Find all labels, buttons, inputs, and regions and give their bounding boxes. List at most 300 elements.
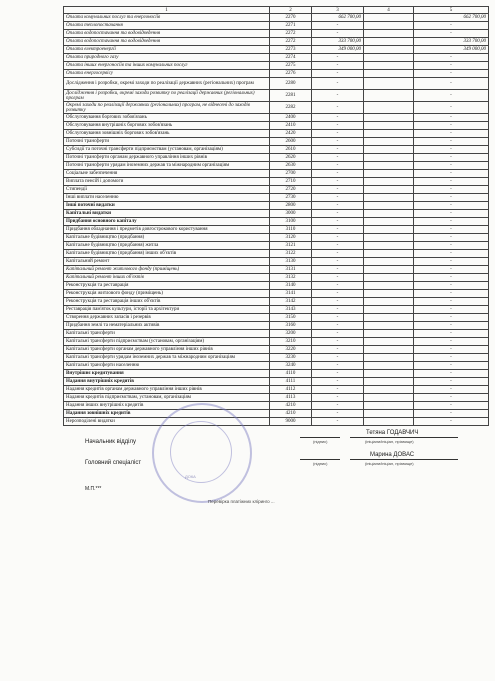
row-value-plan: - — [312, 322, 364, 330]
row-value-total: - — [414, 234, 489, 242]
row-value-col4 — [364, 274, 414, 282]
table-row — [64, 242, 489, 250]
row-value-total: - — [414, 354, 489, 362]
row-name: Оплата водопостачання та водовідведення — [64, 30, 270, 38]
row-value-total: - — [414, 218, 489, 226]
row-name: Придбання землі та нематеріальних активів — [64, 322, 270, 330]
row-code: 3230 — [270, 354, 312, 362]
row-value-total: 349 000,00 — [414, 46, 489, 54]
table-row — [64, 70, 489, 78]
row-code: 2273 — [270, 46, 312, 54]
row-value-total: - — [414, 210, 489, 218]
row-value-total: - — [414, 162, 489, 170]
row-name: Надання внутрішніх кредитів — [64, 378, 270, 386]
table-row — [64, 354, 489, 362]
row-value-plan: - — [312, 138, 364, 146]
row-value-total: - — [414, 266, 489, 274]
row-value-col4 — [364, 258, 414, 266]
row-name: Внутрішнє кредитування — [64, 370, 270, 378]
row-value-plan: - — [312, 314, 364, 322]
table-row — [64, 202, 489, 210]
row-value-plan: - — [312, 282, 364, 290]
row-value-total: - — [414, 258, 489, 266]
row-name: Оплата водопостачання та водовідведення — [64, 38, 270, 46]
row-value-total: - — [414, 362, 489, 370]
chief-name: Марина ДОВАС — [370, 452, 415, 458]
row-value-col4 — [364, 402, 414, 410]
row-value-plan: - — [312, 418, 364, 426]
head-name: Тетяна ГОДАВЧИЧ — [366, 430, 419, 436]
row-value-plan: - — [312, 298, 364, 306]
row-name: Субсидії та поточні трансферти підприємствам (установам, організаціям) — [64, 146, 270, 154]
row-code: 2271 — [270, 22, 312, 30]
row-value-plan: - — [312, 122, 364, 130]
row-name: Оплата комунальних послуг та енергоносіїв — [64, 14, 270, 22]
row-value-total: - — [414, 250, 489, 258]
budget-expenditure-table — [63, 6, 488, 426]
row-value-col4 — [364, 386, 414, 394]
row-value-plan: - — [312, 62, 364, 70]
table-row — [64, 402, 489, 410]
row-code: 2720 — [270, 186, 312, 194]
row-value-col4 — [364, 218, 414, 226]
row-value-total: - — [414, 54, 489, 62]
row-name: Надання кредитів органам державного управління інших рівнів — [64, 386, 270, 394]
row-value-plan: - — [312, 250, 364, 258]
official-seal-inner — [170, 421, 232, 483]
row-value-plan: - — [312, 234, 364, 242]
row-code: 4113 — [270, 394, 312, 402]
row-value-total: - — [414, 70, 489, 78]
footer-note: Перевірка платіжних кліринго ... — [208, 499, 275, 504]
row-value-plan: - — [312, 78, 364, 90]
row-value-col4 — [364, 378, 414, 386]
table-row — [64, 386, 489, 394]
row-code: 2420 — [270, 130, 312, 138]
row-value-total: - — [414, 346, 489, 354]
row-code: 3130 — [270, 258, 312, 266]
row-value-col4 — [364, 178, 414, 186]
row-value-total: - — [414, 146, 489, 154]
row-value-col4 — [364, 78, 414, 90]
row-value-plan: - — [312, 170, 364, 178]
table-row — [64, 218, 489, 226]
row-value-plan: - — [312, 354, 364, 362]
row-code: 3143 — [270, 306, 312, 314]
row-code: 3240 — [270, 362, 312, 370]
row-name: Інші виплати населенню — [64, 194, 270, 202]
row-value-plan: - — [312, 30, 364, 38]
table-row — [64, 338, 489, 346]
row-value-total: - — [414, 30, 489, 38]
row-name: Соціальне забезпечення — [64, 170, 270, 178]
head-sign-caption: (підпис) — [313, 439, 328, 444]
row-value-plan: - — [312, 338, 364, 346]
table-row — [64, 46, 489, 54]
row-code: 3110 — [270, 226, 312, 234]
row-value-plan: - — [312, 178, 364, 186]
row-name: Стипендії — [64, 186, 270, 194]
row-code: 3220 — [270, 346, 312, 354]
table-row — [64, 194, 489, 202]
row-value-plan: - — [312, 186, 364, 194]
row-name: Надання зовнішніх кредитів — [64, 410, 270, 418]
row-code: 3141 — [270, 290, 312, 298]
row-value-total: - — [414, 314, 489, 322]
table-row — [64, 154, 489, 162]
row-code: 2274 — [270, 54, 312, 62]
row-value-plan: - — [312, 102, 364, 114]
row-value-total: - — [414, 114, 489, 122]
header-col-3: 3 — [312, 7, 364, 14]
chief-sign-line — [300, 459, 340, 460]
row-value-col4 — [364, 226, 414, 234]
row-value-col4 — [364, 338, 414, 346]
row-value-col4 — [364, 38, 414, 46]
row-value-col4 — [364, 14, 414, 22]
row-value-total: - — [414, 418, 489, 426]
row-value-col4 — [364, 394, 414, 402]
seal-place-mark: М.П.*** — [85, 486, 102, 492]
row-code: 2272 — [270, 38, 312, 46]
row-name: Реставрація пам'яток культури, історії та архітектури — [64, 306, 270, 314]
row-value-total: - — [414, 78, 489, 90]
row-code: 4110 — [270, 370, 312, 378]
row-value-total: - — [414, 410, 489, 418]
row-value-total: - — [414, 138, 489, 146]
head-title: Начальник відділу — [85, 439, 136, 445]
row-value-plan: - — [312, 330, 364, 338]
header-col-2: 2 — [270, 7, 312, 14]
row-code: 2276 — [270, 70, 312, 78]
row-name: Поточні трансферти — [64, 138, 270, 146]
row-value-col4 — [364, 114, 414, 122]
row-value-plan: - — [312, 362, 364, 370]
row-name: Реконструкція та реставрація — [64, 282, 270, 290]
table-row — [64, 90, 489, 102]
table-row — [64, 114, 489, 122]
row-code: 3210 — [270, 338, 312, 346]
row-name: Реконструкція та реставрація інших об'єктів — [64, 298, 270, 306]
row-value-total: - — [414, 122, 489, 130]
row-value-total: - — [414, 290, 489, 298]
row-name: Капітальний ремонт — [64, 258, 270, 266]
row-value-total: - — [414, 154, 489, 162]
row-code: 2730 — [270, 194, 312, 202]
header-col-5: 5 — [414, 7, 489, 14]
row-name: Оплата природного газу — [64, 54, 270, 62]
row-value-plan: 662 700,00 — [312, 14, 364, 22]
row-value-plan: - — [312, 22, 364, 30]
table-row — [64, 362, 489, 370]
row-value-plan: - — [312, 90, 364, 102]
table-row — [64, 306, 489, 314]
table-row — [64, 170, 489, 178]
row-value-col4 — [364, 410, 414, 418]
row-value-total: - — [414, 330, 489, 338]
row-value-col4 — [364, 130, 414, 138]
row-value-plan: - — [312, 242, 364, 250]
table-row — [64, 62, 489, 70]
row-name: Поточні трансферти органам державного управління інших рівнів — [64, 154, 270, 162]
row-code: 3140 — [270, 282, 312, 290]
row-name: Поточні трансферти урядам іноземних держав та міжнародним організаціям — [64, 162, 270, 170]
table-row — [64, 234, 489, 242]
row-name: Реконструкція житлового фонду (приміщень) — [64, 290, 270, 298]
chief-name-caption: (ініціали/ініціал, прізвище) — [365, 461, 414, 466]
row-value-total: - — [414, 202, 489, 210]
row-value-total: - — [414, 226, 489, 234]
table-row — [64, 290, 489, 298]
row-code: 3122 — [270, 250, 312, 258]
table-row — [64, 298, 489, 306]
table-row — [64, 282, 489, 290]
row-value-plan: - — [312, 154, 364, 162]
row-value-total: - — [414, 282, 489, 290]
row-value-plan: - — [312, 202, 364, 210]
row-value-plan: - — [312, 218, 364, 226]
row-code: 2270 — [270, 14, 312, 22]
row-name: Виплата пенсій і допомоги — [64, 178, 270, 186]
row-value-col4 — [364, 70, 414, 78]
row-value-plan: - — [312, 378, 364, 386]
row-value-plan: - — [312, 370, 364, 378]
row-value-total: - — [414, 338, 489, 346]
row-value-col4 — [364, 170, 414, 178]
row-value-col4 — [364, 234, 414, 242]
row-code: 4210 — [270, 410, 312, 418]
row-value-col4 — [364, 242, 414, 250]
row-value-total: - — [414, 194, 489, 202]
row-value-total: - — [414, 274, 489, 282]
chief-sign-caption: (підпис) — [313, 461, 328, 466]
row-value-plan: - — [312, 258, 364, 266]
row-name: Окремі заходи по реалізації державних (регіональних) програм, не віднесені до заходів розвитку — [64, 102, 270, 114]
row-name: Капітальний ремонт інших об'єктів — [64, 274, 270, 282]
table-row — [64, 322, 489, 330]
table-row — [64, 30, 489, 38]
row-value-plan: - — [312, 226, 364, 234]
row-value-col4 — [364, 210, 414, 218]
row-code: 3160 — [270, 322, 312, 330]
row-name: Дослідження і розробки, окремі заходи по реалізації державних (регіональних) програм — [64, 78, 270, 90]
row-value-col4 — [364, 354, 414, 362]
row-value-col4 — [364, 250, 414, 258]
row-value-col4 — [364, 362, 414, 370]
row-code: 2272 — [270, 30, 312, 38]
row-value-col4 — [364, 62, 414, 70]
row-code: 3121 — [270, 242, 312, 250]
row-value-col4 — [364, 282, 414, 290]
table-row — [64, 146, 489, 154]
row-value-total: - — [414, 242, 489, 250]
row-code: 2400 — [270, 114, 312, 122]
table-row — [64, 130, 489, 138]
table-body — [64, 14, 489, 426]
table-row — [64, 78, 489, 90]
header-col-4: 4 — [364, 7, 414, 14]
row-value-col4 — [364, 90, 414, 102]
row-value-total: - — [414, 170, 489, 178]
row-value-plan: - — [312, 266, 364, 274]
row-value-plan: - — [312, 54, 364, 62]
row-value-plan: - — [312, 274, 364, 282]
row-name: Капітальне будівництво (придбання) інших об'єктів — [64, 250, 270, 258]
row-value-total: 333 700,00 — [414, 38, 489, 46]
row-name: Капітальний ремонт житлового фонду (приміщень) — [64, 266, 270, 274]
row-code: 2282 — [270, 102, 312, 114]
row-value-col4 — [364, 194, 414, 202]
row-name: Оплата інших енергоносіїв та інших комунальних послуг — [64, 62, 270, 70]
table-row — [64, 314, 489, 322]
chief-name-line — [350, 459, 458, 460]
row-value-total: - — [414, 130, 489, 138]
row-name: Інші поточні видатки — [64, 202, 270, 210]
row-name: Оплата теплопостачання — [64, 22, 270, 30]
row-value-total: - — [414, 178, 489, 186]
row-code: 4112 — [270, 386, 312, 394]
row-value-total: - — [414, 378, 489, 386]
row-value-col4 — [364, 46, 414, 54]
row-name: Придбання основного капіталу — [64, 218, 270, 226]
row-name: Придбання обладнання і предметів довгострокового користування — [64, 226, 270, 234]
row-value-total: - — [414, 22, 489, 30]
row-value-col4 — [364, 146, 414, 154]
row-value-plan: - — [312, 114, 364, 122]
row-code: 3142 — [270, 298, 312, 306]
table-row — [64, 54, 489, 62]
table-row — [64, 330, 489, 338]
row-value-plan: 333 700,00 — [312, 38, 364, 46]
row-name: Нерозподілені видатки — [64, 418, 270, 426]
row-value-total: - — [414, 62, 489, 70]
row-name: Капітальні видатки — [64, 210, 270, 218]
table-row — [64, 418, 489, 426]
table-row — [64, 266, 489, 274]
row-code: 3000 — [270, 210, 312, 218]
row-code: 2410 — [270, 122, 312, 130]
row-code: 2800 — [270, 202, 312, 210]
row-value-total: - — [414, 186, 489, 194]
table-row — [64, 178, 489, 186]
table-row — [64, 186, 489, 194]
row-code: 2600 — [270, 138, 312, 146]
row-value-col4 — [364, 298, 414, 306]
row-value-col4 — [364, 162, 414, 170]
row-code: 2610 — [270, 146, 312, 154]
row-value-col4 — [364, 322, 414, 330]
row-value-col4 — [364, 186, 414, 194]
row-name: Надання кредитів підприємствам, установам, організаціям — [64, 394, 270, 402]
head-name-caption: (ініціали/ініціал, прізвище) — [365, 439, 414, 444]
row-value-col4 — [364, 122, 414, 130]
row-code: 3100 — [270, 218, 312, 226]
table-row — [64, 162, 489, 170]
row-code: 2710 — [270, 178, 312, 186]
row-name: Надання інших внутрішніх кредитів — [64, 402, 270, 410]
row-value-total: - — [414, 298, 489, 306]
row-value-total: - — [414, 386, 489, 394]
row-name: Дослідження і розробки, окремі заходи розвитку по реалізації державних (регіональних) програм — [64, 90, 270, 102]
table-row — [64, 258, 489, 266]
row-value-col4 — [364, 314, 414, 322]
row-value-plan: - — [312, 386, 364, 394]
row-value-col4 — [364, 418, 414, 426]
row-code: 3131 — [270, 266, 312, 274]
table-row — [64, 250, 489, 258]
row-value-col4 — [364, 138, 414, 146]
row-value-col4 — [364, 266, 414, 274]
row-value-total: - — [414, 394, 489, 402]
row-value-plan: - — [312, 194, 364, 202]
row-value-plan: - — [312, 402, 364, 410]
row-value-col4 — [364, 154, 414, 162]
row-value-plan: - — [312, 394, 364, 402]
row-name: Капітальне будівництво (придбання) — [64, 234, 270, 242]
row-name: Створення державних запасів і резервів — [64, 314, 270, 322]
row-value-plan: - — [312, 162, 364, 170]
row-name: Обслуговування боргових зобов'язань — [64, 114, 270, 122]
table-row — [64, 102, 489, 114]
row-value-plan: - — [312, 146, 364, 154]
table-row — [64, 122, 489, 130]
row-code: 4111 — [270, 378, 312, 386]
table-row — [64, 138, 489, 146]
row-value-col4 — [364, 102, 414, 114]
table-row — [64, 410, 489, 418]
row-code: 2281 — [270, 90, 312, 102]
row-value-col4 — [364, 306, 414, 314]
row-code: 3120 — [270, 234, 312, 242]
table-row — [64, 38, 489, 46]
row-value-col4 — [364, 346, 414, 354]
table-row — [64, 274, 489, 282]
table-row — [64, 210, 489, 218]
row-value-col4 — [364, 30, 414, 38]
row-code: 3132 — [270, 274, 312, 282]
row-value-total: - — [414, 90, 489, 102]
row-value-plan: - — [312, 410, 364, 418]
row-code: 2275 — [270, 62, 312, 70]
table-row — [64, 370, 489, 378]
head-name-line — [350, 437, 458, 438]
row-name: Капітальні трансферти урядам іноземних держав та міжнародним організаціям — [64, 354, 270, 362]
row-code: 9000 — [270, 418, 312, 426]
row-name: Капітальні трансферти — [64, 330, 270, 338]
row-name: Обслуговування внутрішніх боргових зобов'язань — [64, 122, 270, 130]
row-code: 3150 — [270, 314, 312, 322]
row-name: Капітальні трансферти підприємствам (установам, організаціям) — [64, 338, 270, 346]
table-row — [64, 14, 489, 22]
row-name: Капітальні трансферти населенню — [64, 362, 270, 370]
seal-text: ДОКА — [185, 474, 196, 479]
row-name: Капітальні трансферти органам державного управління інших рівнів — [64, 346, 270, 354]
table-row — [64, 378, 489, 386]
row-value-total: - — [414, 102, 489, 114]
row-value-col4 — [364, 370, 414, 378]
row-value-col4 — [364, 330, 414, 338]
row-value-plan: - — [312, 346, 364, 354]
row-code: 4210 — [270, 402, 312, 410]
row-value-plan: - — [312, 210, 364, 218]
row-value-total: - — [414, 322, 489, 330]
row-code: 3200 — [270, 330, 312, 338]
row-name: Оплата електроенергії — [64, 46, 270, 54]
table-row — [64, 226, 489, 234]
row-value-total: 662 700,00 — [414, 14, 489, 22]
row-value-plan: - — [312, 290, 364, 298]
head-sign-line — [300, 437, 340, 438]
